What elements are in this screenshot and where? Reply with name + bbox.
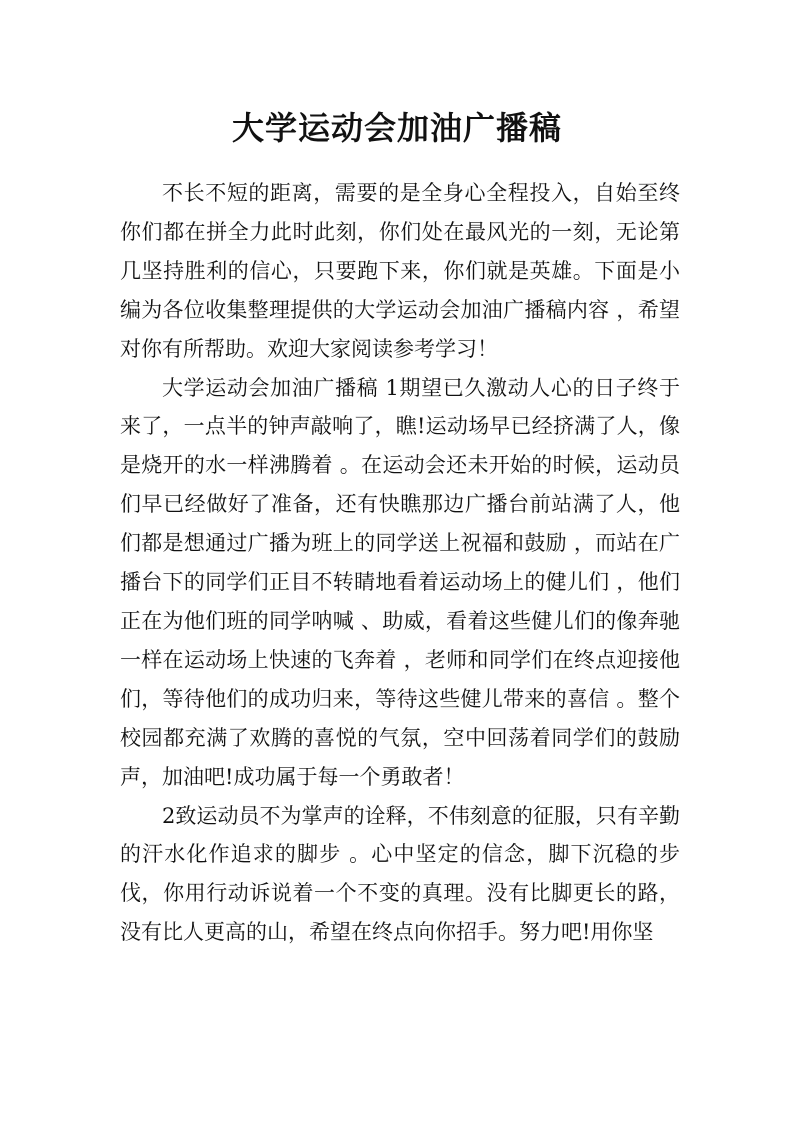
paragraph-broadcast-2: 2致运动员不为掌声的诠释，不伟刻意的征服，只有辛勤的汗水化作追求的脚步 。心中坚定的信念，脚下沉稳的步伐，你用行动诉说着一个不变的真理。没有比脚更长的路，没有比人更高的山，希望在终点向你招手。努力吧!用你坚: [120, 803, 680, 945]
document-title: 大学运动会加油广播稿: [231, 109, 562, 147]
document-body: [120, 174, 680, 952]
paragraph-broadcast-1: 大学运动会加油广播稿 1期望已久激动人心的日子终于来了，一点半的钟声敲响了，瞧!运动场早已经挤满了人，像是烧开的水一样沸腾着 。在运动会还未开始的时候，运动员们早已经做好了准备，还有快瞧那边广播台前站满了人，他们都是想通过广播为班上的同学送上祝福和鼓励 ，而站在广播台下的同学们正目不转睛地看着运动场上的健儿们 ，他们正在为他们班的同学呐喊 、助威，看着这些健儿们的像奔驰一样在运动场上快速的飞奔着 ，老师和同学们在终点迎接他们，等待他们的成功归来，等待这些健儿带来的喜信 。整个校园都充满了欢腾的喜悦的气氛，空中回荡着同学们的鼓励声，加油吧!成功属于每一个勇敢者！: [120, 375, 680, 789]
paragraph-intro: 不长不短的距离，需要的是全身心全程投入，自始至终你们都在拼全力此时此刻，你们处在最风光的一刻，无论第几坚持胜利的信心，只要跑下来，你们就是英雄。下面是小编为各位收集整理提供的大学运动会加油广播稿内容 ，希望对你有所帮助。欢迎大家阅读参考学习！: [120, 181, 680, 361]
